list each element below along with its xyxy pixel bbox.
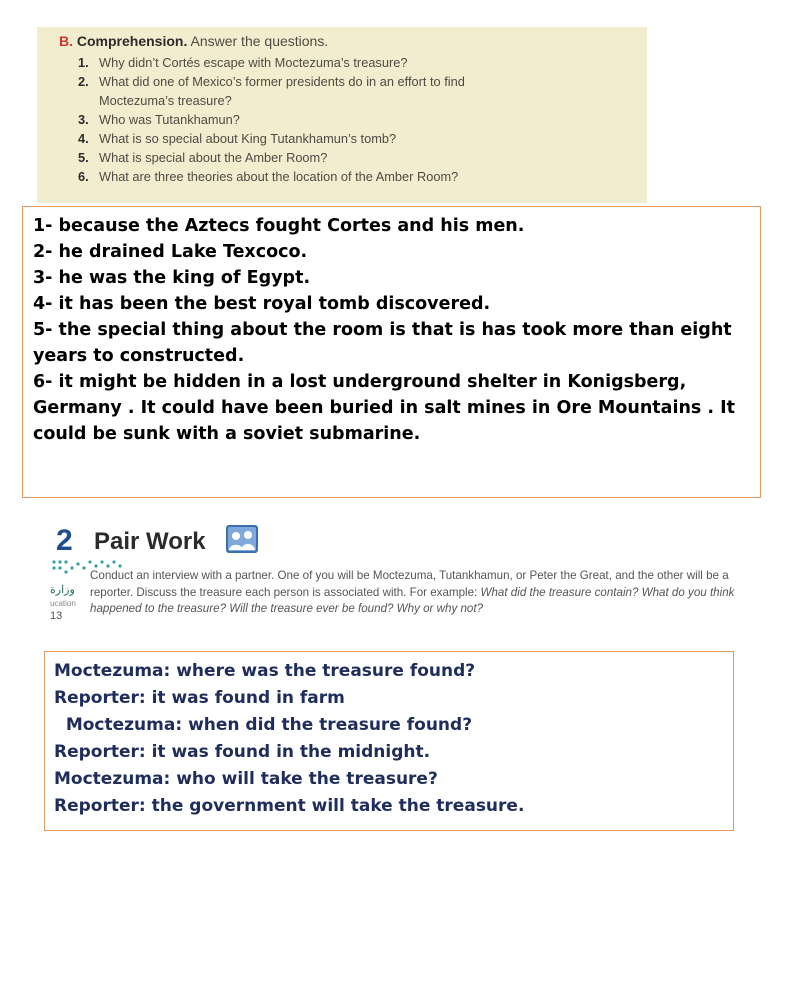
pair-work-section bbox=[50, 518, 750, 640]
question-number: 1. bbox=[78, 55, 89, 70]
question-text: What is special about the Amber Room? bbox=[99, 150, 328, 165]
dialogue-line: Reporter: it was found in the midnight. bbox=[54, 742, 431, 762]
question-text: Who was Tutankhamun? bbox=[99, 112, 240, 127]
instructions-example: What did the treasure contain? What do you think happened to the treasure? Will the treasure ever be found? Why or why not? bbox=[90, 585, 735, 615]
question-number: 2. bbox=[78, 74, 89, 89]
section-letter: B. bbox=[59, 33, 73, 49]
question-item bbox=[78, 72, 539, 110]
question-item bbox=[78, 110, 647, 129]
answer-line: 3- he was the king of Egypt. bbox=[33, 268, 311, 288]
answer-line: 5- the special thing about the room is that is has took more than eight years to constructed. bbox=[33, 320, 732, 366]
question-number: 6. bbox=[78, 169, 89, 184]
instructions-plain: Conduct an interview with a partner. One of you will be Moctezuma, Tutankhamun, or Peter the Great, and the other will be a reporter. Discuss the treasure each person is associated with. For example: bbox=[90, 569, 729, 599]
question-number: 3. bbox=[78, 112, 89, 127]
question-text: What is so special about King Tutankhamun’s tomb? bbox=[99, 131, 397, 146]
section-instruction: Answer the questions. bbox=[190, 33, 329, 49]
dialogue-box bbox=[44, 651, 734, 831]
answer-line: 4- it has been the best royal tomb discovered. bbox=[33, 294, 491, 314]
comprehension-section bbox=[37, 27, 647, 203]
dialogue-line: Reporter: the government will take the treasure. bbox=[54, 796, 525, 816]
question-text: What did one of Mexico’s former presidents do in an effort to find Moctezuma’s treasure? bbox=[99, 74, 465, 108]
answer-line: 1- because the Aztecs fought Cortes and his men. bbox=[33, 216, 525, 236]
pair-work-number: 2 bbox=[56, 524, 73, 557]
pair-work-instructions bbox=[90, 568, 738, 618]
answers-box bbox=[22, 206, 761, 498]
question-list bbox=[59, 53, 647, 186]
ministry-logo: وزارة ucation 13 bbox=[50, 584, 76, 622]
question-text: What are three theories about the location of the Amber Room? bbox=[99, 169, 459, 184]
section-title: Comprehension. bbox=[76, 33, 188, 49]
question-number: 5. bbox=[78, 150, 89, 165]
question-number: 4. bbox=[78, 131, 89, 146]
comprehension-header bbox=[59, 33, 647, 49]
question-text: Why didn’t Cortés escape with Moctezuma’s treasure? bbox=[99, 55, 408, 70]
answer-line: 6- it might be hidden in a lost underground shelter in Konigsberg, Germany . It could have been buried in salt mines in Ore Mountains . It could be sunk with a soviet submarine. bbox=[33, 372, 736, 444]
question-item bbox=[78, 53, 647, 72]
question-item bbox=[78, 129, 647, 148]
dialogue-line: Moctezuma: where was the treasure found? bbox=[54, 661, 476, 681]
answer-line: 2- he drained Lake Texcoco. bbox=[33, 242, 308, 262]
pair-work-title: Pair Work bbox=[94, 528, 206, 555]
dialogue-line: Reporter: it was found in farm bbox=[54, 688, 345, 708]
question-item bbox=[78, 148, 647, 167]
dialogue-line: Moctezuma: who will take the treasure? bbox=[54, 769, 438, 789]
dialogue-line: Moctezuma: when did the treasure found? bbox=[54, 715, 473, 735]
question-item bbox=[78, 167, 647, 186]
pair-people-icon bbox=[225, 524, 259, 554]
